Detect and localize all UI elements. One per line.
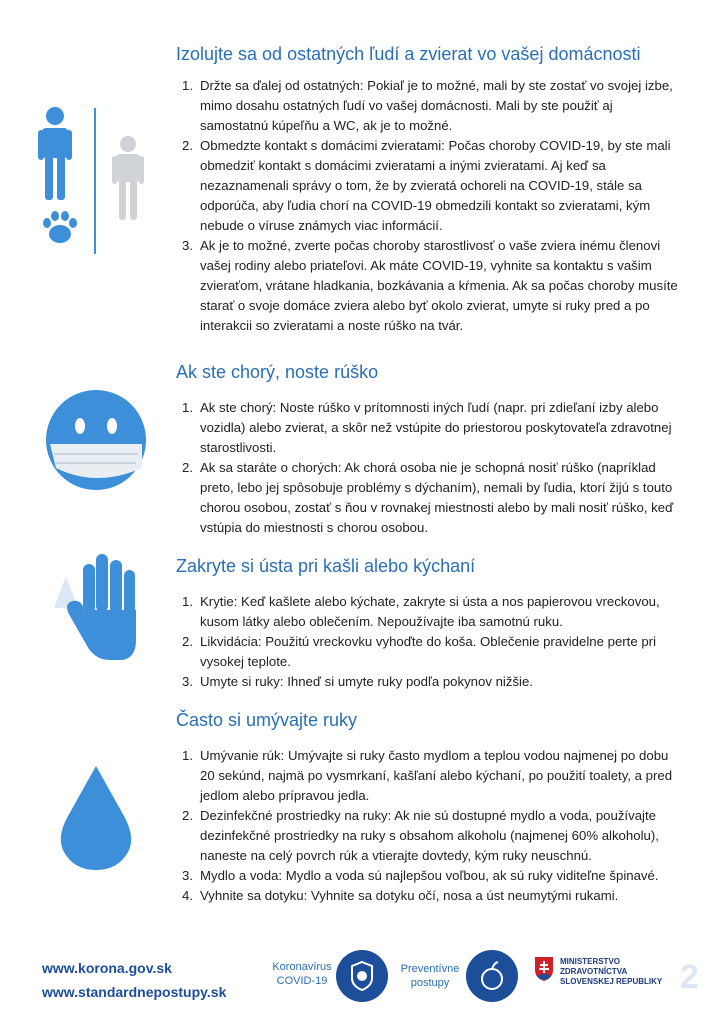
slovak-coat-of-arms-icon xyxy=(534,956,554,982)
list-item: 1. Krytie: Keď kašlete alebo kýchate, zakryte si ústa a nos papierovou vreckovou, kusom látky alebo oblečením. Nepoužívajte iba samotnú ruku. xyxy=(182,594,660,629)
masked-face-icon xyxy=(44,388,148,492)
section-title: Zakryte si ústa pri kašli alebo kýchaní xyxy=(176,556,476,576)
section-title: Často si umývajte ruky xyxy=(176,710,358,730)
standardnepostupy-link[interactable]: www.standardnepostupy.sk xyxy=(42,984,227,1000)
list-item: 2. Obmedzte kontakt s domácimi zvieratami: Počas choroby COVID-19, by ste mali obmedziť kontakt s domácimi zvieratami a inými zvieratami. Aj keď sa nezaznamenali správy o tom, že by zvieratá ochoreli na COVID-19, stále sa odporúča, aby ľudia chorí na COVID-19 obmedzili kontakt so zvieratami, kým nebude o víruse známych viac informácií. xyxy=(182,138,671,233)
list-item: 1. Ak ste chorý: Noste rúško v prítomnosti iných ľudí (napr. pri zdieľaní izby alebo vozidla) alebo zvierat, a skôr než vstúpite do priestorou poskytovateľa zdravotnej starostlivosti. xyxy=(182,400,672,455)
page-number: 2 xyxy=(680,958,699,996)
list-item: 2. Likvidácia: Použitú vreckovku vyhoďte do koša. Oblečenie pravidelne perte pri vysokej teplote. xyxy=(182,634,656,669)
wash-list xyxy=(182,746,702,906)
covid-logo-text: Koronavírus COVID-19 xyxy=(272,961,332,987)
list-item: 3. Umyte si ruky: Ihneď si umyte ruky podľa pokynov nižšie. xyxy=(182,674,533,689)
raised-hand-icon xyxy=(48,548,152,672)
prevention-logo-text: Preventívne postupy xyxy=(400,963,460,989)
isolation-people-paw-icon xyxy=(36,106,154,256)
water-drop-icon xyxy=(56,764,136,872)
list-item: 4. Vyhnite sa dotyku: Vyhnite sa dotyku očí, nosa a úst neumytými rukami. xyxy=(182,888,619,903)
korona-link[interactable]: www.korona.gov.sk xyxy=(42,960,172,976)
list-item: 3. Ak je to možné, zverte počas choroby starostlivosť o vaše zviera inému členovi vašej rodiny alebo priateľovi. Ak máte COVID-19, vyhnite sa kontaktu s vašim zvieraťom, vrátane hladkania, bozkávania a kŕmenia. Ak sa počas choroby musíte starať o svoje domáce zviera alebo byť okolo zvierat, umyte si ruky pred a po interakcii so zvieratami a noste rúško na tvár. xyxy=(182,238,678,333)
section-title: Izolujte sa od ostatných ľudí a zvierat vo vašej domácnosti xyxy=(176,44,641,64)
section-title: Ak ste chorý, noste rúško xyxy=(176,362,379,382)
list-item: 1. Držte sa ďalej od ostatných: Pokiaľ je to možné, mali by ste zostať vo svojej izbe, mimo dosahu ostatných ľudí vo vašej domácnosti. Mali by ste použiť aj samostatnú kúpeľňu a WC, ak je to možné. xyxy=(182,78,673,133)
virus-shield-icon xyxy=(334,948,390,1004)
list-item: 3. Mydlo a voda: Mydlo a voda sú najlepšou voľbou, ak sú ruky viditeľne špinavé. xyxy=(182,868,659,883)
mask-list xyxy=(182,398,702,538)
ministry-name: MINISTERSTVO ZDRAVOTNÍCTVA SLOVENSKEJ REPUBLIKY xyxy=(560,957,663,986)
list-item: 1. Umývanie rúk: Umývajte si ruky často mydlom a teplou vodou najmenej po dobu 20 sekúnd, najmä po vysmrkaní, kašľaní alebo kýchaní, po použití toalety, a pred jedlom alebo prípravou jedla. xyxy=(182,748,673,803)
cover-list xyxy=(182,592,702,692)
isolate-list xyxy=(182,76,702,336)
list-item: 2. Dezinfekčné prostriedky na ruky: Ak nie sú dostupné mydlo a voda, používajte dezinfekčné prostriedky na ruky s obsahom alkoholu (najmenej 60% alkoholu), naneste na celý povrch rúk a vtierajte dovtedy, kým ruky neuschnú. xyxy=(182,808,659,863)
apple-badge-icon xyxy=(464,948,520,1004)
list-item: 2. Ak sa staráte o chorých: Ak chorá osoba nie je schopná nosiť rúško (napríklad preto, lebo jej spôsobuje problémy s dýchaním), nemali by ľudia, ktorí žijú s touto chorou osobou, zostať s ňou v rovnakej miestnosti alebo by mali nosiť rúško, keď vstúpia do miestnosti s chorou osobou. xyxy=(182,460,674,535)
